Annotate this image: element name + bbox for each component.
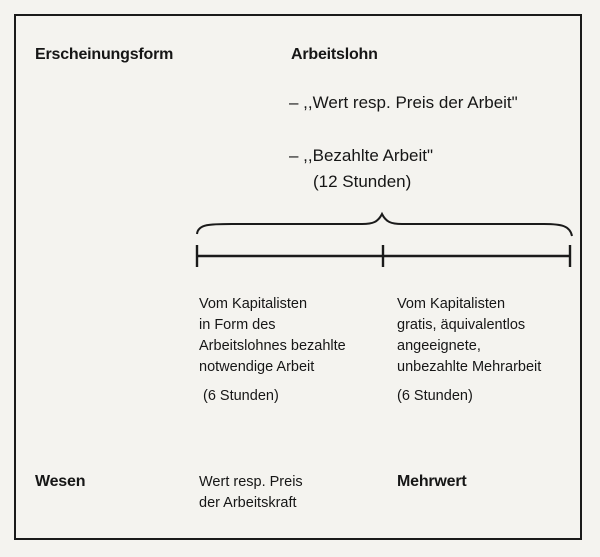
segment-left-line: notwendige Arbeit <box>199 359 315 375</box>
item-12-stunden: (12 Stunden) <box>313 172 412 191</box>
title-arbeitslohn: Arbeitslohn <box>291 46 378 63</box>
segment-right-line: angeeignete, <box>397 338 481 354</box>
segment-right-line: Vom Kapitalisten <box>397 296 506 312</box>
wert-arbeitskraft-line: Wert resp. Preis <box>199 474 303 490</box>
segment-right-text <box>397 294 541 378</box>
label-erscheinungsform: Erscheinungsform <box>35 46 174 63</box>
title-mehrwert: Mehrwert <box>397 473 467 490</box>
segment-right-hours: (6 Stunden) <box>397 388 473 404</box>
segment-right-line: gratis, äquivalentlos <box>397 317 526 333</box>
segment-left-line: Arbeitslohnes bezahlte <box>199 338 346 354</box>
segment-left-line: Vom Kapitalisten <box>199 296 308 312</box>
curly-brace <box>197 214 572 236</box>
segment-left-line: in Form des <box>199 317 276 333</box>
item-wert-preis-arbeit: – ,,Wert resp. Preis der Arbeit" <box>289 93 518 112</box>
segment-right-line: unbezahlte Mehrarbeit <box>397 359 542 375</box>
wert-arbeitskraft-line: der Arbeitskraft <box>199 495 297 511</box>
item-bezahlte-arbeit: – ,,Bezahlte Arbeit" <box>289 146 434 165</box>
wert-arbeitskraft-text <box>199 472 303 514</box>
segment-left-hours: (6 Stunden) <box>203 388 279 404</box>
segment-left-text <box>199 294 346 378</box>
label-wesen: Wesen <box>35 473 86 490</box>
